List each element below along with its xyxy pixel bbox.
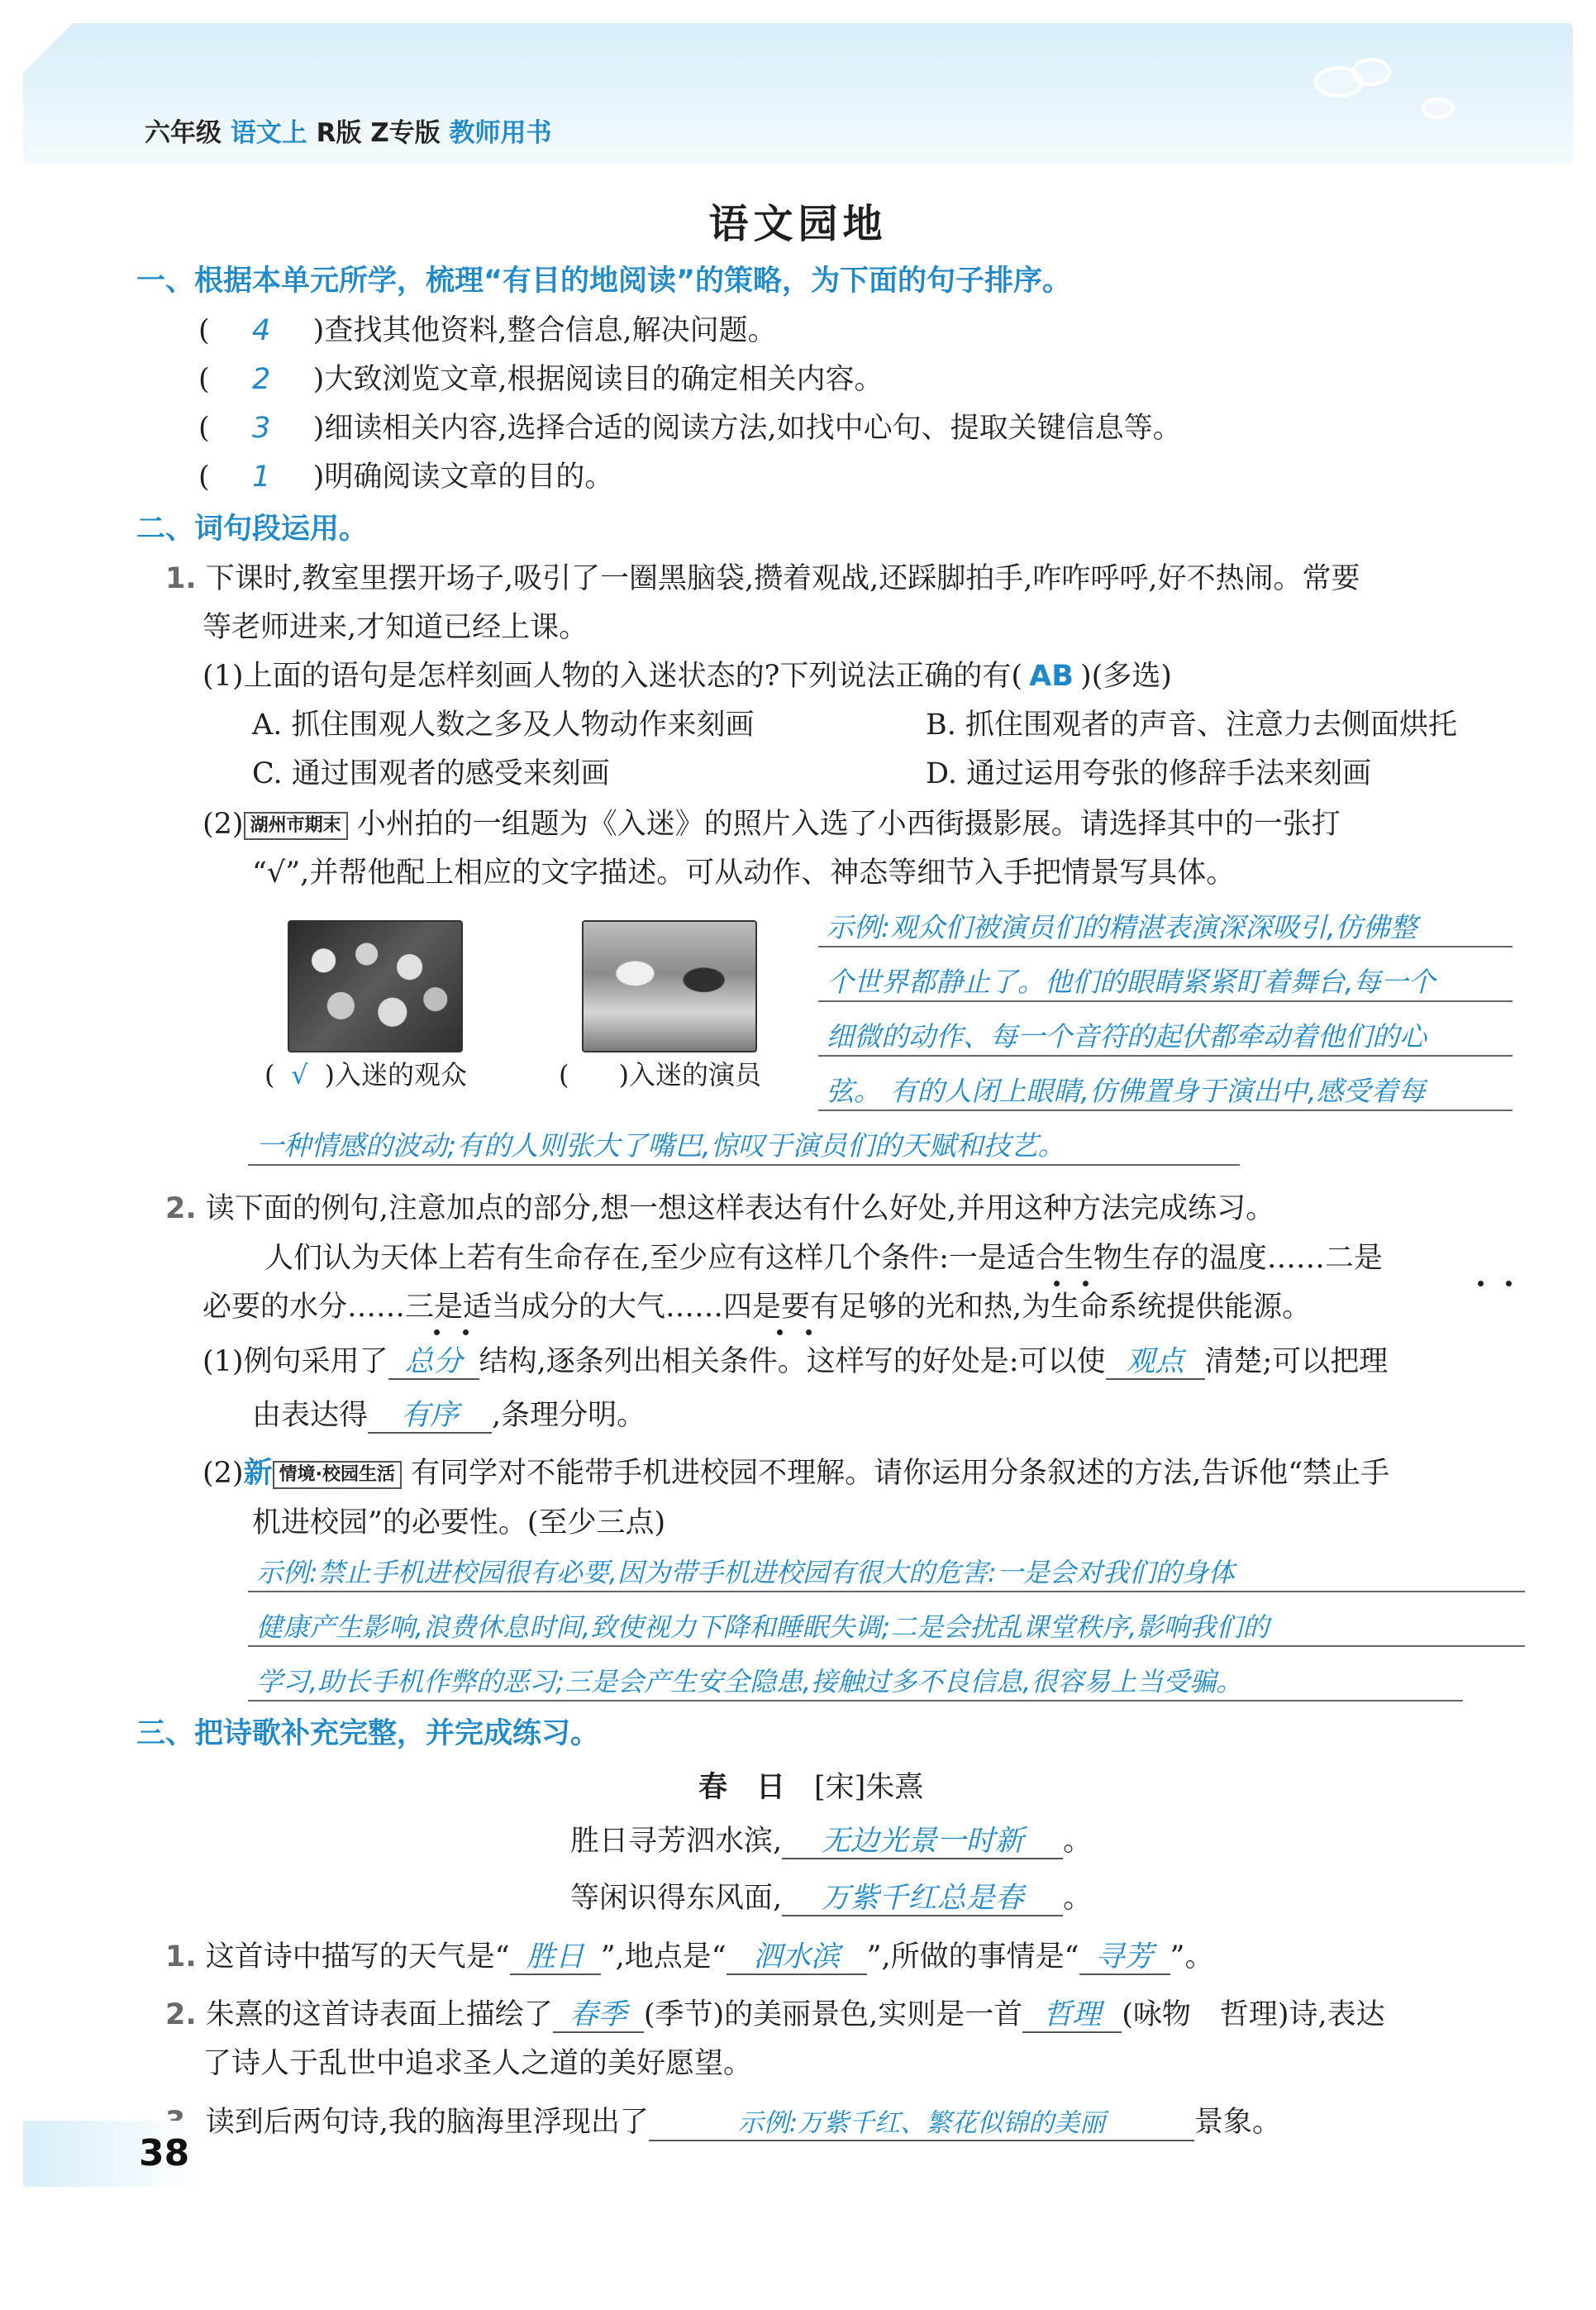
poem-heading: [698, 1769, 923, 1806]
item-text: )细读相关内容,选择合适的阅读方法,如找中心句、提取关键信息等。: [312, 412, 1182, 445]
poem-author: [宋]朱熹: [814, 1771, 924, 1804]
order-answer: 3: [252, 412, 271, 445]
item-text: )大致浏览文章,根据阅读目的确定相关内容。: [312, 363, 884, 396]
sub2-prefix: (2): [202, 1457, 244, 1490]
question-number: 2.: [165, 1998, 197, 2031]
check-mark-icon: √: [291, 1059, 308, 1091]
header-edition: R版 Z专版: [316, 118, 441, 148]
header-book-info: [145, 112, 552, 149]
q2-sub2-line2: 机进校园”的必要性。(至少三点): [252, 1506, 666, 1539]
answer-line: 健康产生影响,浪费休息时间,致使视力下降和睡眠失调;二是会扰乱课堂秩序,影响我们的: [248, 1609, 1525, 1647]
section3-heading: 三、把诗歌补充完整，并完成练习。: [136, 1717, 600, 1750]
q1-passage-line2: 等老师进来,才知道已经上课。: [202, 611, 588, 644]
section1-heading: 一、根据本单元所学，梳理“有目的地阅读”的策略，为下面的句子排序。: [136, 265, 1072, 298]
header-grade: 六年级: [145, 118, 222, 148]
photo1-label: 入迷的观众: [334, 1059, 467, 1091]
q1-sub2-line1: [202, 806, 1341, 842]
answer-line: 细微的动作、每一个音符的起伏都牵动着他们的心: [818, 1019, 1513, 1057]
sub2-prefix: (2): [202, 808, 244, 841]
question-number: 1.: [165, 562, 197, 595]
q-text: ”,所做的事情是“: [866, 1940, 1079, 1974]
section1-item: ( 1 )明确阅读文章的目的。: [198, 461, 614, 494]
q2-example-line1: 人们认为天体上若有生命存在,至少应有这样几个条件:一是适合生物生存的温度……二是: [264, 1242, 1383, 1275]
emphasis-dot: [1506, 1281, 1512, 1286]
s3-q2-line2: 了诗人于乱世中追求圣人之道的美好愿望。: [202, 2047, 753, 2080]
poem-text: 等闲识得东风面,: [570, 1882, 783, 1915]
sub1-text: 由表达得: [252, 1399, 369, 1432]
instruction-text: 读下面的例句,注意加点的部分,想一想这样表达有什么好处,并用这种方法完成练习。: [205, 1192, 1275, 1225]
answer-blank: 观点: [1106, 1345, 1205, 1380]
sub1-text: 结构,逐条列出相关条件。这样写的好处是:可以使: [479, 1345, 1106, 1378]
photo2-label: 入迷的演员: [628, 1059, 761, 1091]
answer-blank: 示例:万紫千红、繁花似锦的美丽: [649, 2107, 1194, 2141]
answer-line: 个世界都静止了。他们的眼睛紧紧盯着舞台,每一个: [818, 964, 1513, 1002]
poem-line1: 胜日寻芳泗水滨, 无边光景一时新 。: [570, 1825, 1093, 1858]
photo1-caption: ( √ )入迷的观众: [264, 1057, 467, 1093]
photo2-caption: ( )入迷的演员: [559, 1059, 761, 1091]
context-tag: 情境·校园生活: [273, 1461, 402, 1489]
s3-q3: [165, 2104, 1281, 2141]
emphasis-dot: [777, 1329, 783, 1335]
sub1-text: ,条理分明。: [492, 1399, 646, 1432]
emphasis-dot: [1478, 1281, 1484, 1286]
q-text: ”。: [1170, 1940, 1214, 1974]
order-answer: 4: [252, 314, 271, 347]
q-text: (咏物 哲理)诗,表达: [1122, 1998, 1385, 2031]
q2-sub1-line1: [202, 1344, 1388, 1380]
option-d: D. 通过运用夸张的修辞手法来刻画: [926, 757, 1372, 790]
q1-passage-line1: [165, 561, 1360, 597]
sub1-prefix: (1)上面的语句是怎样刻画人物的入迷状态的?下列说法正确的有(: [202, 660, 1022, 693]
sub1-text: (1)例句采用了: [202, 1345, 388, 1378]
q1-sub2-line2: “√”,并帮他配上相应的文字描述。可从动作、神态等细节入手把情景写具体。: [252, 857, 1236, 890]
section1-item: ( 3 )细读相关内容,选择合适的阅读方法,如找中心句、提取关键信息等。: [198, 412, 1182, 445]
q-text: (季节)的美丽景色,实则是一首: [643, 1998, 1023, 2031]
q2-example-line2: 必要的水分……三是适当成分的大气……四是要有足够的光和热,为生命系统提供能源。: [202, 1291, 1312, 1324]
answer-blank: 总分: [388, 1345, 479, 1380]
poem-blank: 万紫千红总是春: [782, 1882, 1063, 1916]
emphasis-dot: [1083, 1281, 1089, 1286]
emphasis-dot: [434, 1329, 440, 1335]
answer-blank: 泗水滨: [727, 1940, 867, 1975]
answer-line: 示例:观众们被演员们的精湛表演深深吸引,仿佛整: [818, 909, 1513, 947]
item-text: )明确阅读文章的目的。: [312, 461, 614, 494]
question-number: 1.: [165, 1940, 197, 1974]
poem-line2: 等闲识得东风面, 万紫千红总是春 。: [570, 1882, 1093, 1915]
q-text: 这首诗中描写的天气是“: [205, 1940, 510, 1974]
answer-blank: 胜日: [510, 1940, 601, 1975]
option-c: C. 通过围观者的感受来刻画: [252, 757, 610, 790]
sub1-answer: AB: [1029, 660, 1074, 693]
answer-blank: 有序: [368, 1399, 492, 1434]
audience-photo: [288, 920, 463, 1052]
exam-source-tag: 湖州市期末: [244, 812, 348, 840]
sub1-text: 清楚;可以把理: [1204, 1345, 1389, 1378]
q1-sub1: [202, 658, 1172, 694]
page-title: 语文园地: [708, 201, 888, 247]
answer-line: 一种情感的波动;有的人则张大了嘴巴,惊叹于演员们的天赋和技艺。: [248, 1128, 1240, 1166]
poem-title: 春 日: [698, 1771, 786, 1804]
q-text: 朱熹的这首诗表面上描绘了: [205, 1998, 553, 2031]
answer-blank: 哲理: [1022, 1998, 1122, 2033]
sub1-suffix: )(多选): [1080, 660, 1172, 693]
order-answer: 2: [252, 363, 271, 396]
q-text: 读到后两句诗,我的脑海里浮现出了: [205, 2106, 649, 2139]
answer-blank: 春季: [553, 1998, 644, 2033]
option-a: A. 抓住围观人数之多及人物动作来刻画: [252, 709, 755, 742]
header-book-type: 教师用书: [449, 118, 552, 148]
s3-q1: [165, 1939, 1213, 1975]
answer-line: 弦。 有的人闭上眼睛,仿佛置身于演出中,感受着每: [818, 1073, 1513, 1111]
s3-q2: [165, 1997, 1385, 2033]
page-number-band: [23, 2121, 205, 2187]
q-text: ”,地点是“: [600, 1940, 727, 1974]
option-b: B. 抓住围观者的声音、注意力去侧面烘托: [926, 709, 1457, 742]
order-answer: 1: [252, 461, 271, 494]
poem-blank: 无边光景一时新: [782, 1825, 1063, 1859]
q2-sub1-line2: [252, 1397, 646, 1434]
emphasis-dot: [1054, 1281, 1060, 1286]
question-number: 2.: [165, 1192, 197, 1225]
section2-heading: 二、词句段运用。: [136, 513, 369, 546]
section1-item: ( 2 )大致浏览文章,根据阅读目的确定相关内容。: [198, 363, 884, 396]
item-text: )查找其他资料,整合信息,解决问题。: [312, 314, 777, 347]
q2-instruction: [165, 1191, 1274, 1227]
header-subject: 语文上: [230, 118, 307, 148]
sub2-text: 小州拍的一组题为《入迷》的照片入选了小西街摄影展。请选择其中的一张打: [356, 808, 1341, 841]
answer-blank: 寻芳: [1079, 1940, 1170, 1975]
performers-photo: [582, 920, 757, 1052]
new-badge: 新: [243, 1457, 273, 1490]
sub2-text: 有同学对不能带手机进校园不理解。请你运用分条叙述的方法,告诉他“禁止手: [411, 1457, 1390, 1490]
answer-line: 示例:禁止手机进校园很有必要,因为带手机进校园有很大的危害:一是会对我们的身体: [248, 1554, 1525, 1592]
cloud-decoration-icon: [1422, 98, 1455, 119]
page-number: 38: [139, 2132, 190, 2174]
header-corner-fold: [23, 23, 73, 73]
emphasis-dot: [806, 1329, 812, 1335]
cloud-decoration-icon: [1351, 58, 1391, 86]
emphasis-dot: [463, 1329, 469, 1335]
q-text: 景象。: [1193, 2106, 1281, 2139]
poem-text: 胜日寻芳泗水滨,: [570, 1825, 783, 1858]
passage-text: 下课时,教室里摆开场子,吸引了一圈黑脑袋,攒着观战,还踩脚拍手,咋咋呼呼,好不热闹。常要: [205, 562, 1360, 595]
section1-item: ( 4 )查找其他资料,整合信息,解决问题。: [198, 314, 777, 347]
answer-line: 学习,助长手机作弊的恶习;三是会产生安全隐患,接触过多不良信息,很容易上当受骗。: [248, 1663, 1463, 1701]
q2-sub2-line1: [202, 1455, 1389, 1491]
